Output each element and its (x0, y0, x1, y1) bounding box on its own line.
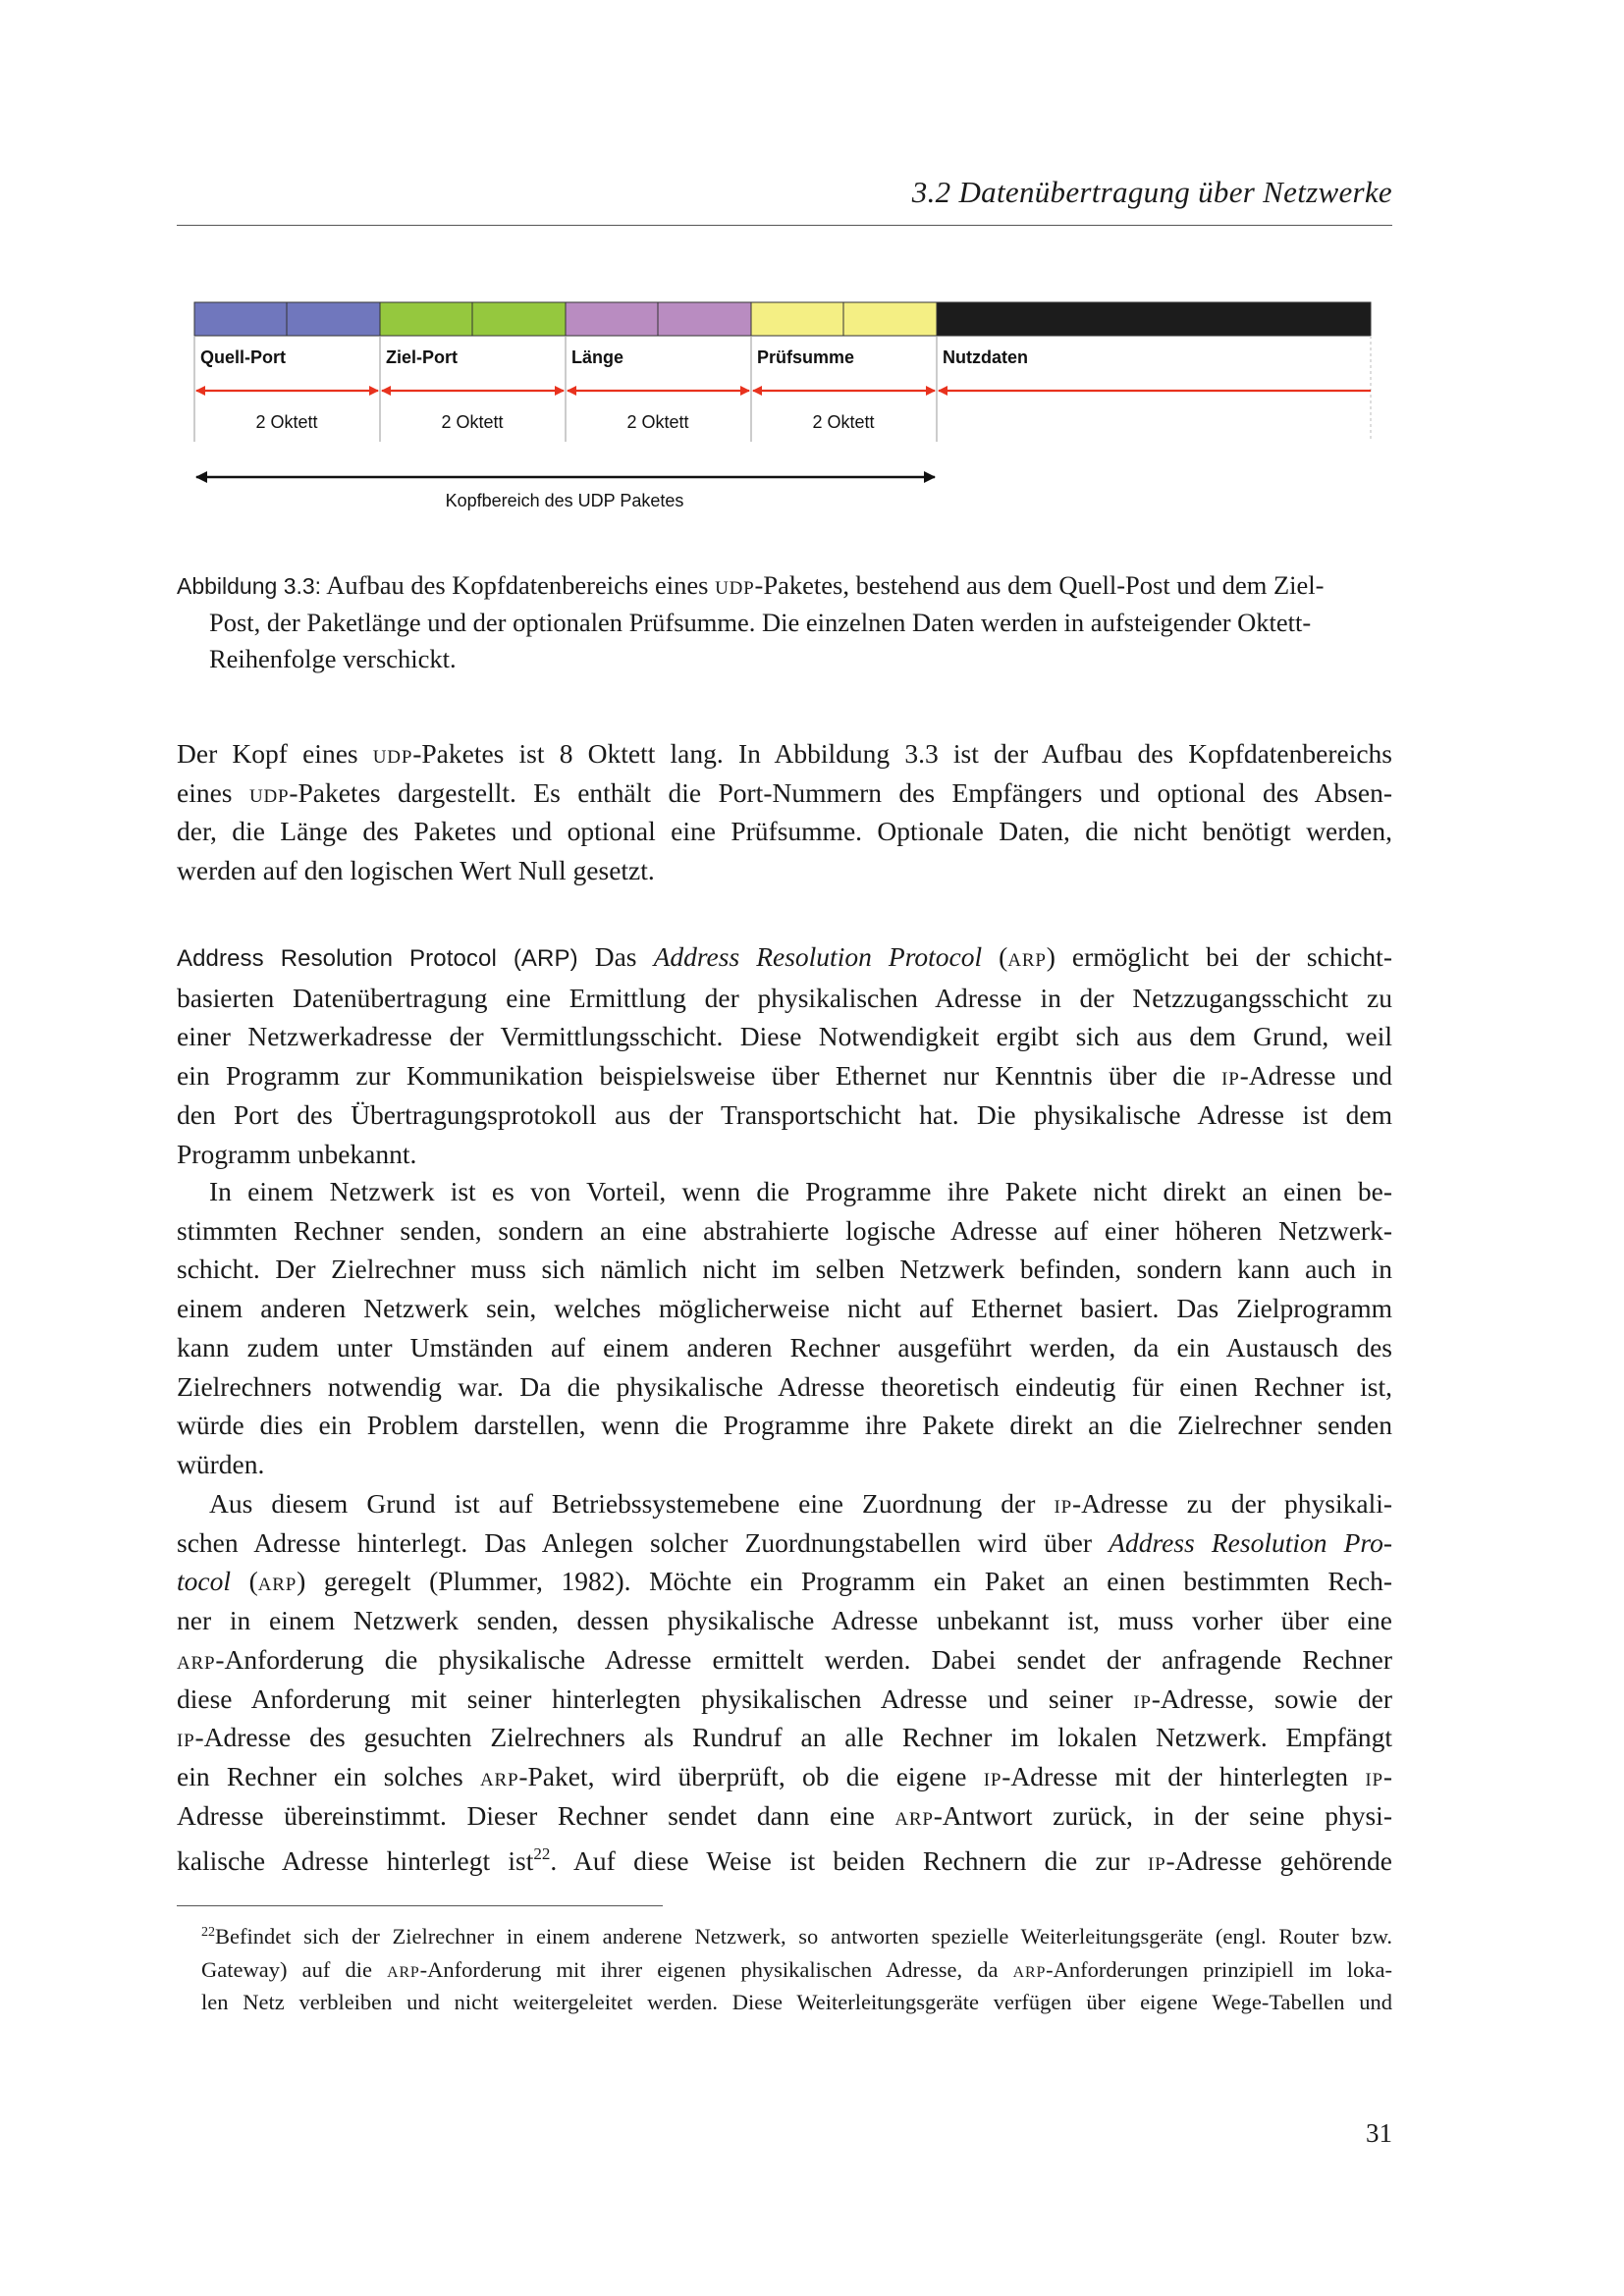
text-line: den Port des Übertragungsprotokoll aus der Transportschicht hat. Die physikalische Adresse ist dem (177, 1098, 1392, 1130)
text-line: tocol (arp) geregelt (Plummer, 1982). Möchte ein Programm ein Paket an einen bestimmten Rech- (177, 1566, 1392, 1597)
caption-label: Abbildung 3.3: (177, 573, 322, 599)
text-line: Adresse übereinstimmt. Dieser Rechner sendet dann eine arp-Antwort zurück, in der seine physi- (177, 1799, 1392, 1831)
text-line: eines udp-Paketes dargestellt. Es enthält die Port-Nummern des Empfängers und optional des Absen- (177, 776, 1392, 808)
paragraph-arp-intro (177, 937, 1392, 1173)
text-line: einer Netzwerkadresse der Vermittlungsschicht. Diese Notwendigkeit ergibt sich aus dem Grund, weil (177, 1021, 1392, 1052)
text-line: ip-Adresse des gesuchten Zielrechners als Rundruf an alle Rechner im lokalen Netzwerk. Empfängt (177, 1722, 1392, 1753)
page-number: 31 (1366, 2118, 1392, 2148)
udp-header-diagram (192, 300, 1380, 521)
length-ziel-port: 2 Oktett (441, 412, 504, 432)
text-line: diese Anforderung mit seiner hinterlegten physikalischen Adresse und seiner ip-Adresse, sowie der (177, 1682, 1392, 1714)
length-quell-port: 2 Oktett (255, 412, 318, 432)
text-line: kalische Adresse hinterlegt ist$^{22}$. Auf diese Weise ist beiden Rechnern die zur ip-Adresse gehörende (177, 1844, 1393, 1877)
text-line: Zielrechners notwendig war. Da die physikalische Adresse theoretisch eindeutig für einen Rechner ist, (177, 1370, 1392, 1402)
text-line: In einem Netzwerk ist es von Vorteil, wenn die Programme ihre Pakete nicht direkt an einen be- (209, 1176, 1392, 1206)
text-line: arp-Anforderung die physikalische Adresse ermittelt werden. Dabei sendet der anfragende Rechner (177, 1643, 1392, 1675)
text-line: ner in einem Netzwerk senden, dessen physikalische Adresse unbekannt ist, muss vorher über eine (177, 1605, 1392, 1636)
text-line: würden. (177, 1448, 265, 1479)
label-quell-port: Quell-Port (200, 347, 287, 367)
paragraph-udp-header (177, 734, 1392, 890)
text-line: Address Resolution Protocol (ARP) Das Address Resolution Protocol (arp) ermöglicht bei der schicht- (177, 941, 1392, 972)
label-nutzdaten: Nutzdaten (943, 347, 1028, 367)
text-line: der, die Länge des Paketes und optional eine Prüfsumme. Optionale Daten, die nicht benötigt werden, (177, 816, 1392, 847)
footnote-line: len Netz verbleiben und nicht weitergeleitet werden. Diese Weiterleitungsgeräte verfügen über eigene Wege-Tabellen und (201, 1990, 1392, 2014)
footnote-rule (177, 1905, 663, 1906)
caption-line-1: Abbildung 3.3: Aufbau des Kopfdatenbereichs eines udp-Paketes, bestehend aus dem Quell-Post und dem Ziel- (177, 570, 1325, 600)
footnote (177, 1916, 1392, 2019)
bar-nutzdaten (937, 302, 1371, 336)
text-line: basierten Datenübertragung eine Ermittlung der physikalischen Adresse in der Netzzugangsschicht zu (177, 982, 1392, 1013)
header-rule (177, 225, 1392, 226)
text-line: würde dies ein Problem darstellen, wenn die Programme ihre Pakete direkt an die Zielrechner senden (177, 1410, 1392, 1441)
text-line: einem anderen Netzwerk sein, welches möglicherweise nicht auf Ethernet basiert. Das Zielprogramm (177, 1293, 1392, 1324)
text-line: schicht. Der Zielrechner muss sich nämlich nicht im selben Netzwerk befinden, sondern kann auch in (177, 1254, 1392, 1285)
text-line: Programm unbekannt. (177, 1138, 417, 1169)
header-span-label: Kopfbereich des UDP Paketes (445, 491, 684, 510)
run-in-heading: Address Resolution Protocol (ARP) (177, 945, 578, 972)
caption-line-3: Reihenfolge verschickt. (209, 644, 457, 673)
text-line: Aus diesem Grund ist auf Betriebssystemebene eine Zuordnung der ip-Adresse zu der physikali- (209, 1488, 1393, 1519)
text-line: schen Adresse hinterlegt. Das Anlegen solcher Zuordnungstabellen wird über Address Resolution Pro- (177, 1526, 1392, 1558)
label-ziel-port: Ziel-Port (386, 347, 459, 367)
footnote-line: Gateway) auf die arp-Anforderung mit ihrer eigenen physikalischen Adresse, da arp-Anforderungen prinzipiell im loka- (201, 1956, 1392, 1982)
running-head: 3.2 Datenübertragung über Netzwerke (911, 175, 1392, 209)
figure-caption (177, 567, 1392, 677)
length-pruefsumme: 2 Oktett (812, 412, 875, 432)
paragraph-arp-mapping (177, 1484, 1392, 1881)
label-laenge: Länge (571, 347, 624, 367)
caption-line-2: Post, der Paketlänge und der optionalen Prüfsumme. Die einzelnen Daten werden in aufsteigender Oktett- (209, 608, 1312, 637)
text-line: Der Kopf eines udp-Paketes ist 8 Oktett lang. In Abbildung 3.3 ist der Aufbau des Kopfdatenbereichs (177, 738, 1392, 769)
udp-header-figure (192, 300, 1380, 521)
text-line: ein Rechner ein solches arp-Paket, wird überprüft, ob die eigene ip-Adresse mit der hinterlegten ip- (177, 1760, 1393, 1791)
text-line: ein Programm zur Kommunikation beispielsweise über Ethernet nur Kenntnis über die ip-Adresse und (177, 1060, 1392, 1092)
text-line: werden auf den logischen Wert Null gesetzt. (177, 855, 655, 886)
footnote-mark: 22 (201, 1925, 215, 1940)
text-line: stimmten Rechner senden, sondern an eine abstrahierte logische Adresse auf einer höheren Netzwerk- (177, 1214, 1392, 1246)
footnote-reference[interactable]: 22 (533, 1844, 551, 1864)
label-pruefsumme: Prüfsumme (757, 347, 855, 367)
length-laenge: 2 Oktett (626, 412, 689, 432)
text-line: kann zudem unter Umständen auf einem anderen Rechner ausgeführt werden, da ein Austausch des (177, 1331, 1392, 1362)
paragraph-network-advantage (177, 1172, 1392, 1484)
footnote-line: $^{22}$Befindet sich der Zielrechner in einem anderene Netzwerk, so antworten spezielle Weiterleitungsgeräte (engl. Router bzw. (201, 1924, 1392, 1949)
